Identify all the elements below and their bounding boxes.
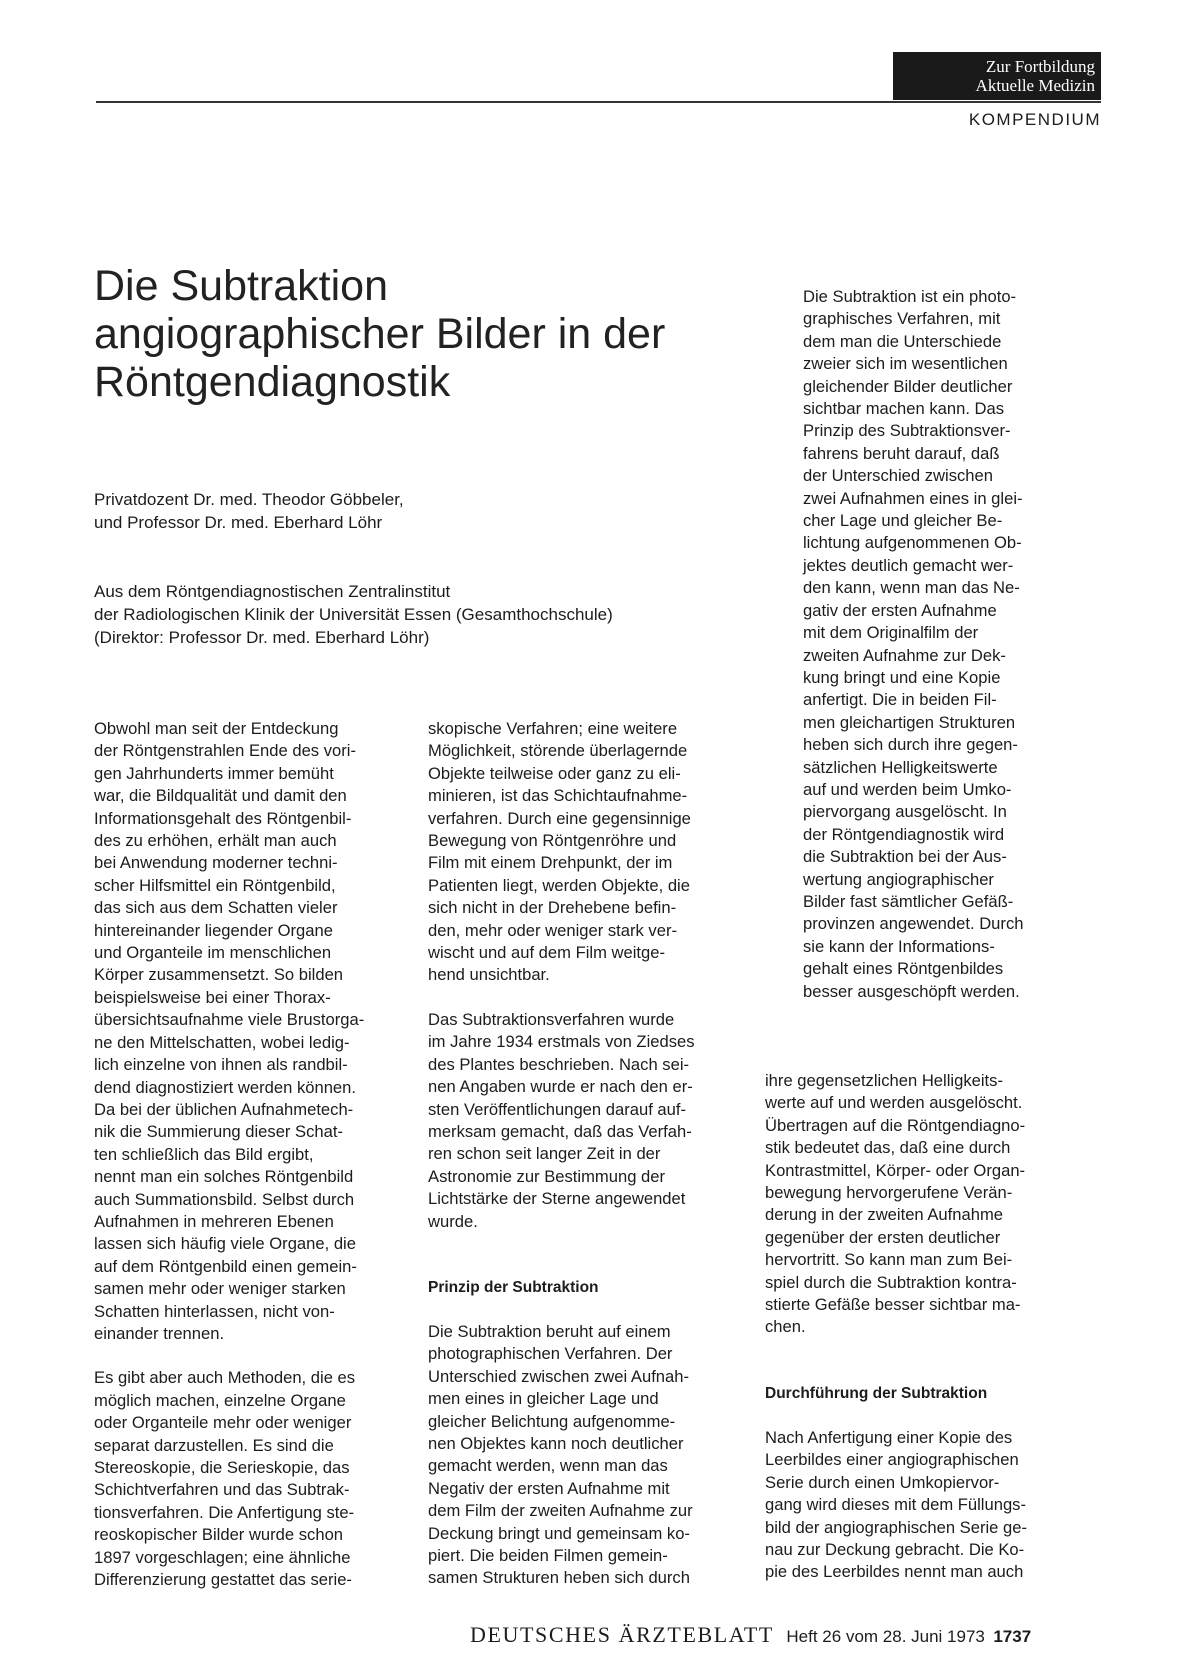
text-line: gemacht werden, wenn man das [428, 1456, 668, 1476]
text-line: jektes deutlich gemacht wer- [803, 555, 1014, 575]
abstract-paragraph [803, 286, 1073, 1003]
text-line: Unterschied zwischen zwei Aufnah- [428, 1366, 690, 1386]
text-line: wertung angiographischer [803, 869, 994, 889]
text-line: gang wird dieses mit dem Füllungs- [765, 1495, 1027, 1515]
text-line: Stereoskopie, die Serieskopie, das [94, 1458, 350, 1477]
text-line: Aufnahmen in mehreren Ebenen [94, 1211, 334, 1231]
text-line: verfahren. Durch eine gegensinnige [428, 808, 691, 828]
text-line: sätzlichen Helligkeitswerte [803, 757, 998, 777]
text-line: tionsverfahren. Die Anfertigung ste- [94, 1502, 355, 1522]
text-line: Objekte teilweise oder ganz zu eli- [428, 763, 681, 783]
issue-info: Heft 26 vom 28. Juni 1973 [786, 1627, 985, 1646]
text-line: gen Jahrhunderts immer bemüht [94, 763, 334, 783]
text-line: ten schließlich das Bild ergibt, [94, 1144, 314, 1164]
author-line: Privatdozent Dr. med. Theodor Göbbeler, [94, 490, 404, 509]
text-line: nen Objektes kann noch deutlicher [428, 1433, 684, 1453]
text-line: pie des Leerbildes nennt man auch [765, 1562, 1024, 1582]
text-line: graphisches Verfahren, mit [803, 309, 1001, 329]
affiliation [94, 580, 613, 649]
text-line: separat darzustellen. Es sind die [94, 1435, 334, 1455]
affiliation-line: Aus dem Röntgendiagnostischen Zentralinstitut [94, 582, 451, 601]
text-line: mit dem Originalfilm der [803, 623, 979, 643]
text-line: sich nicht in der Drehebene befin- [428, 898, 677, 918]
page-number: 1737 [993, 1627, 1032, 1646]
text-line: stierte Gefäße besser sichtbar ma- [765, 1295, 1021, 1315]
text-line: samen Strukturen heben sich durch [428, 1568, 690, 1588]
text-line: lassen sich häufig viele Organe, die [94, 1234, 356, 1254]
text-line: Informationsgehalt des Röntgenbil- [94, 808, 352, 828]
text-line: stik bedeutet das, daß eine durch [765, 1138, 1011, 1158]
text-line: nen Angaben wurde er nach den er- [428, 1077, 693, 1097]
text-line: bewegung hervorgerufene Verän- [765, 1183, 1013, 1203]
text-line: lichtung aufgenommenen Ob- [803, 533, 1022, 553]
text-line: Film mit einem Drehpunkt, der im [428, 853, 673, 873]
body-column-2 [428, 718, 746, 1590]
title-line: angiographischer Bilder in der [94, 310, 666, 358]
text-line: men gleichartigen Strukturen [803, 712, 1016, 732]
text-line: piervorgang ausgelöscht. In [803, 802, 1007, 822]
abstract-column [803, 286, 1073, 1003]
text-line: Obwohl man seit der Entdeckung [94, 719, 339, 738]
text-line: Negativ der ersten Aufnahme mit [428, 1478, 670, 1498]
text-line: Patienten liegt, werden Objekte, die [428, 875, 690, 895]
text-line: Die Subtraktion ist ein photo- [803, 287, 1017, 306]
text-line: kung bringt und eine Kopie [803, 667, 1001, 687]
text-line: hend unsichtbar. [428, 965, 550, 985]
text-line: Körper zusammensetzt. So bilden [94, 965, 344, 985]
text-line: einander trennen. [94, 1323, 225, 1343]
text-line: wischt und auf dem Film weitge- [428, 943, 666, 963]
badge-line-2: Aktuelle Medizin [975, 76, 1095, 95]
text-line: auf und werden beim Umko- [803, 779, 1012, 799]
text-line: gleicher Belichtung aufgenomme- [428, 1411, 676, 1431]
text-line: Übertragen auf die Röntgendiagno- [765, 1115, 1026, 1135]
text-line: Möglichkeit, störende überlagernde [428, 741, 688, 761]
text-line: hervortritt. So kann man zum Bei- [765, 1250, 1013, 1270]
section-label: KOMPENDIUM [968, 110, 1101, 129]
text-line: zweier sich im wesentlichen [803, 354, 1008, 374]
header-rule [96, 101, 1101, 103]
text-line: war, die Bildqualität und damit den [94, 786, 347, 806]
text-line: den kann, wenn man das Ne- [803, 578, 1020, 598]
text-line: Die Subtraktion beruht auf einem [428, 1321, 671, 1341]
text-line: Schichtverfahren und das Subtrak- [94, 1480, 350, 1500]
affiliation-line: (Direktor: Professor Dr. med. Eberhard Löhr) [94, 628, 430, 647]
text-line: Da bei der üblichen Aufnahmetech- [94, 1099, 354, 1119]
text-line: samen mehr oder weniger starken [94, 1279, 346, 1299]
journal-name: DEUTSCHES ÄRZTEBLATT [470, 1622, 774, 1647]
text-line: scher Hilfsmittel ein Röntgenbild, [94, 875, 336, 895]
text-line: bild der angiographischen Serie ge- [765, 1517, 1027, 1537]
text-line: besser ausgeschöpft werden. [803, 981, 1020, 1001]
text-line: chen. [765, 1317, 806, 1337]
text-line: nau zur Deckung gebracht. Die Ko- [765, 1539, 1025, 1559]
text-line: das sich aus dem Schatten vieler [94, 898, 338, 918]
text-line: Es gibt aber auch Methoden, die es [94, 1368, 356, 1388]
text-line: bei Anwendung moderner techni- [94, 853, 338, 873]
text-line: Leerbildes einer angiographischen [765, 1450, 1019, 1470]
text-line: der Unterschied zwischen [803, 466, 993, 486]
text-line: lich einzelne von ihnen als randbil- [94, 1055, 348, 1075]
text-line: piert. Die beiden Filmen gemein- [428, 1546, 668, 1565]
text-line: wurde. [428, 1211, 478, 1231]
text-line: dem man die Unterschiede [803, 331, 1002, 351]
paragraph [94, 718, 412, 1345]
text-line: photographischen Verfahren. Der [428, 1344, 673, 1364]
text-line: zweiten Aufnahme zur Dek- [803, 645, 1006, 665]
text-line: Kontrastmittel, Körper- oder Organ- [765, 1160, 1026, 1180]
text-line: die Subtraktion bei der Aus- [803, 847, 1007, 867]
text-line: Prinzip des Subtraktionsver- [803, 421, 1011, 441]
text-line: provinzen angewendet. Durch [803, 914, 1024, 934]
text-line: ne den Mittelschatten, wobei ledig- [94, 1032, 350, 1052]
text-line: zwei Aufnahmen eines in glei- [803, 488, 1023, 508]
text-line: minieren, ist das Schichtaufnahme- [428, 786, 688, 806]
text-line: fahrens beruht darauf, daß [803, 443, 1000, 463]
text-line: Nach Anfertigung einer Kopie des [765, 1427, 1013, 1447]
paragraph [765, 1427, 1083, 1584]
text-line: Lichtstärke der Sterne angewendet [428, 1189, 686, 1209]
paragraph [428, 1321, 746, 1590]
text-line: den, mehr oder weniger stark ver- [428, 920, 678, 940]
text-line: hintereinander liegender Organe [94, 920, 333, 940]
paragraph [765, 1070, 1083, 1339]
text-line: auch Summationsbild. Selbst durch [94, 1189, 355, 1209]
text-line: skopische Verfahren; eine weitere [428, 719, 678, 738]
text-line: dend diagnostiziert werden können. [94, 1077, 356, 1097]
text-line: Deckung bringt und gemeinsam ko- [428, 1523, 690, 1543]
text-line: Astronomie zur Bestimmung der [428, 1166, 666, 1186]
text-line: möglich machen, einzelne Organe [94, 1390, 346, 1410]
text-line: gehalt eines Röntgenbildes [803, 959, 1004, 979]
text-line: gleichender Bilder deutlicher [803, 376, 1013, 396]
text-line: nik die Summierung dieser Schat- [94, 1122, 344, 1142]
text-line: merksam gemacht, daß das Verfah- [428, 1121, 692, 1141]
text-line: Serie durch einen Umkopiervor- [765, 1472, 1000, 1492]
text-line: ren schon seit langer Zeit in der [428, 1144, 661, 1164]
text-line: der Röntgendiagnostik wird [803, 824, 1005, 844]
paragraph [428, 1009, 746, 1233]
text-line: im Jahre 1934 erstmals von Ziedses [428, 1032, 695, 1052]
section-heading: Durchführung der Subtraktion [765, 1384, 988, 1402]
text-line: 1897 vorgeschlagen; eine ähnliche [94, 1547, 351, 1567]
paragraph [94, 1367, 412, 1591]
text-line: derung in der zweiten Aufnahme [765, 1205, 1004, 1225]
body-column-4 [765, 1070, 1083, 1584]
body-column-1 [94, 718, 412, 1591]
text-line: reoskopischer Bilder wurde schon [94, 1525, 344, 1545]
text-line: Schatten hinterlassen, nicht von- [94, 1301, 335, 1321]
text-line: übersichtsaufnahme viele Brustorga- [94, 1010, 365, 1030]
text-line: sie kann der Informations- [803, 936, 995, 956]
text-line: Das Subtraktionsverfahren wurde [428, 1009, 675, 1029]
text-line: gativ der ersten Aufnahme [803, 600, 997, 620]
article-title [94, 262, 734, 406]
category-badge [893, 52, 1101, 100]
text-line: sten Veröffentlichungen darauf auf- [428, 1099, 687, 1119]
authors [94, 488, 404, 534]
text-line: oder Organteile mehr oder weniger [94, 1413, 352, 1433]
text-line: heben sich durch ihre gegen- [803, 735, 1018, 755]
text-line: sichtbar machen kann. Das [803, 399, 1005, 419]
section-heading: Prinzip der Subtraktion [428, 1278, 599, 1296]
text-line: und Organteile im menschlichen [94, 943, 332, 963]
title-line: Die Subtraktion [94, 262, 388, 310]
text-line: auf dem Röntgenbild einen gemein- [94, 1256, 357, 1276]
text-line: ihre gegensetzlichen Helligkeits- [765, 1071, 1003, 1090]
text-line: werte auf und werden ausgelöscht. [765, 1093, 1023, 1113]
text-line: Bewegung von Röntgenröhre und [428, 831, 677, 851]
page-footer [470, 1622, 1031, 1648]
text-line: gegenüber der ersten deutlicher [765, 1227, 1001, 1247]
title-line: Röntgendiagnostik [94, 358, 451, 406]
text-line: der Röntgenstrahlen Ende des vori- [94, 741, 356, 761]
text-line: Differenzierung gestattet das serie- [94, 1570, 352, 1590]
text-line: anfertigt. Die in beiden Fil- [803, 690, 997, 710]
badge-line-1: Zur Fortbildung [985, 57, 1095, 76]
text-line: cher Lage und gleicher Be- [803, 511, 1003, 531]
paragraph [428, 718, 746, 987]
affiliation-line: der Radiologischen Klinik der Universität Essen (Gesamthochschule) [94, 605, 613, 624]
author-line: und Professor Dr. med. Eberhard Löhr [94, 513, 383, 532]
text-line: nennt man ein solches Röntgenbild [94, 1167, 354, 1187]
text-line: men eines in gleicher Lage und [428, 1389, 659, 1409]
text-line: spiel durch die Subtraktion kontra- [765, 1272, 1017, 1292]
text-line: des zu erhöhen, erhält man auch [94, 831, 337, 851]
text-line: Bilder fast sämtlicher Gefäß- [803, 891, 1014, 911]
text-line: dem Film der zweiten Aufnahme zur [428, 1501, 693, 1521]
text-line: beispielsweise bei einer Thorax- [94, 987, 331, 1007]
text-line: des Plantes beschrieben. Nach sei- [428, 1054, 690, 1074]
